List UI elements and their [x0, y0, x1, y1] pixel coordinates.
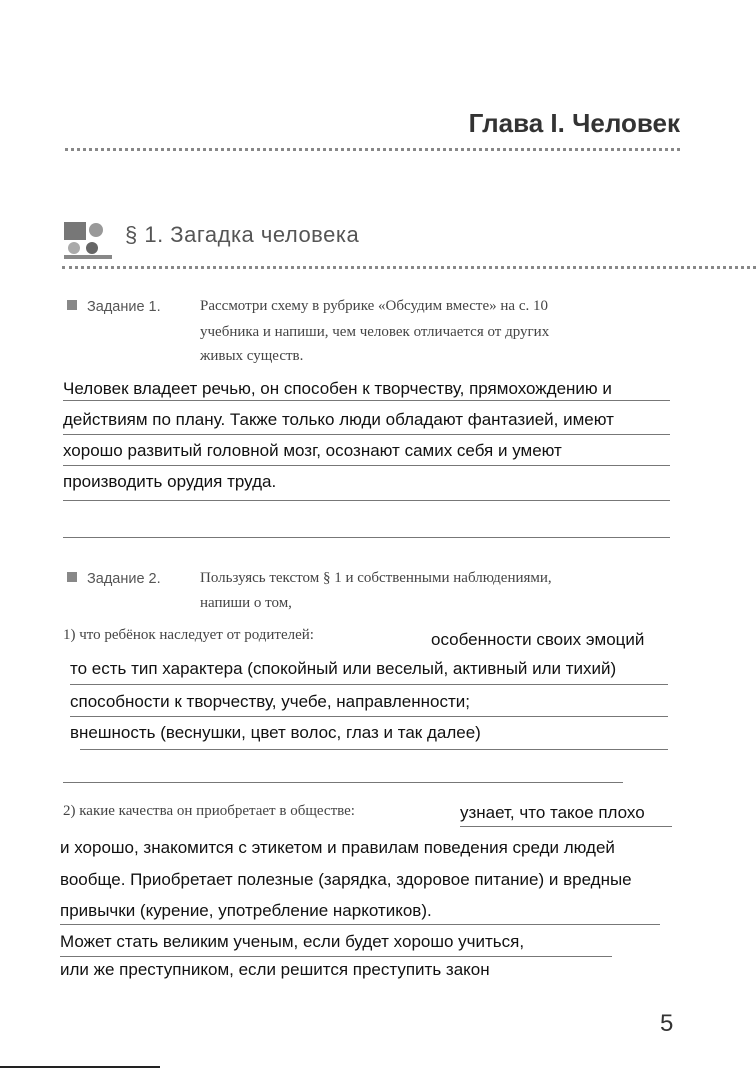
task1-text: учебника и напиши, чем человек отличается от других [200, 324, 550, 340]
answer-line: и хорошо, знакомится с этикетом и правилам поведения среди людей [60, 838, 615, 857]
task2-label-text: Задание 2. [87, 571, 161, 587]
task1-text: Рассмотри схему в рубрике «Обсудим вместе» на с. 10 [200, 298, 548, 314]
question-1: 1) что ребёнок наследует от родителей: [63, 627, 314, 643]
page-number: 5 [660, 1010, 674, 1037]
answer-line: Может стать великим ученым, если будет хорошо учиться, [60, 932, 525, 951]
writing-rule [460, 826, 672, 827]
answer-line: хорошо развитый головной мозг, осознают самих себя и умеют [63, 441, 562, 460]
writing-rule [70, 684, 668, 685]
answer-line: привычки (курение, употребление наркотиков). [60, 901, 432, 920]
answer-line: особенности своих эмоций [431, 630, 645, 649]
dotted-divider [65, 148, 680, 151]
answer-line: способности к творчеству, учебе, направленности; [70, 692, 470, 711]
writing-rule [63, 537, 670, 538]
task1-text: живых существ. [200, 348, 304, 364]
answer-line: действиям по плану. Также только люди обладают фантазией, имеют [63, 410, 614, 429]
square-bullet-icon [67, 572, 77, 582]
page-edge-line [0, 1066, 160, 1068]
question-2: 2) какие качества он приобретает в обществе: [63, 803, 355, 819]
answer-line: внешность (веснушки, цвет волос, глаз и так далее) [70, 723, 481, 742]
answer-line: то есть тип характера (спокойный или веселый, активный или тихий) [70, 659, 617, 678]
square-bullet-icon [67, 300, 77, 310]
writing-rule [60, 924, 660, 925]
answer-line: вообще. Приобретает полезные (зарядка, здоровое питание) и вредные [60, 870, 632, 889]
section-title: § 1. Загадка человека [125, 222, 360, 247]
chapter-title: Глава I. Человек [468, 108, 680, 138]
answer-line: или же преступником, если решится преступить закон [60, 960, 490, 979]
writing-rule [63, 400, 670, 401]
answer-line: Человек владеет речью, он способен к творчеству, прямохождению и [63, 379, 612, 398]
answer-line: узнает, что такое плохо [460, 803, 645, 822]
writing-rule [63, 782, 623, 783]
writing-rule [63, 500, 670, 501]
task2-text: Пользуясь текстом § 1 и собственными наблюдениями, [200, 570, 552, 586]
task1-label-text: Задание 1. [87, 299, 161, 315]
task2-label [67, 571, 161, 587]
writing-rule [60, 956, 612, 957]
writing-rule [63, 465, 670, 466]
dotted-divider [62, 266, 756, 269]
writing-rule [80, 749, 668, 750]
answer-line: производить орудия труда. [63, 472, 277, 491]
writing-rule [70, 716, 668, 717]
task1-label [67, 299, 161, 315]
section-illustration-icon [62, 220, 114, 260]
task2-text: напиши о том, [200, 595, 292, 611]
writing-rule [63, 434, 670, 435]
